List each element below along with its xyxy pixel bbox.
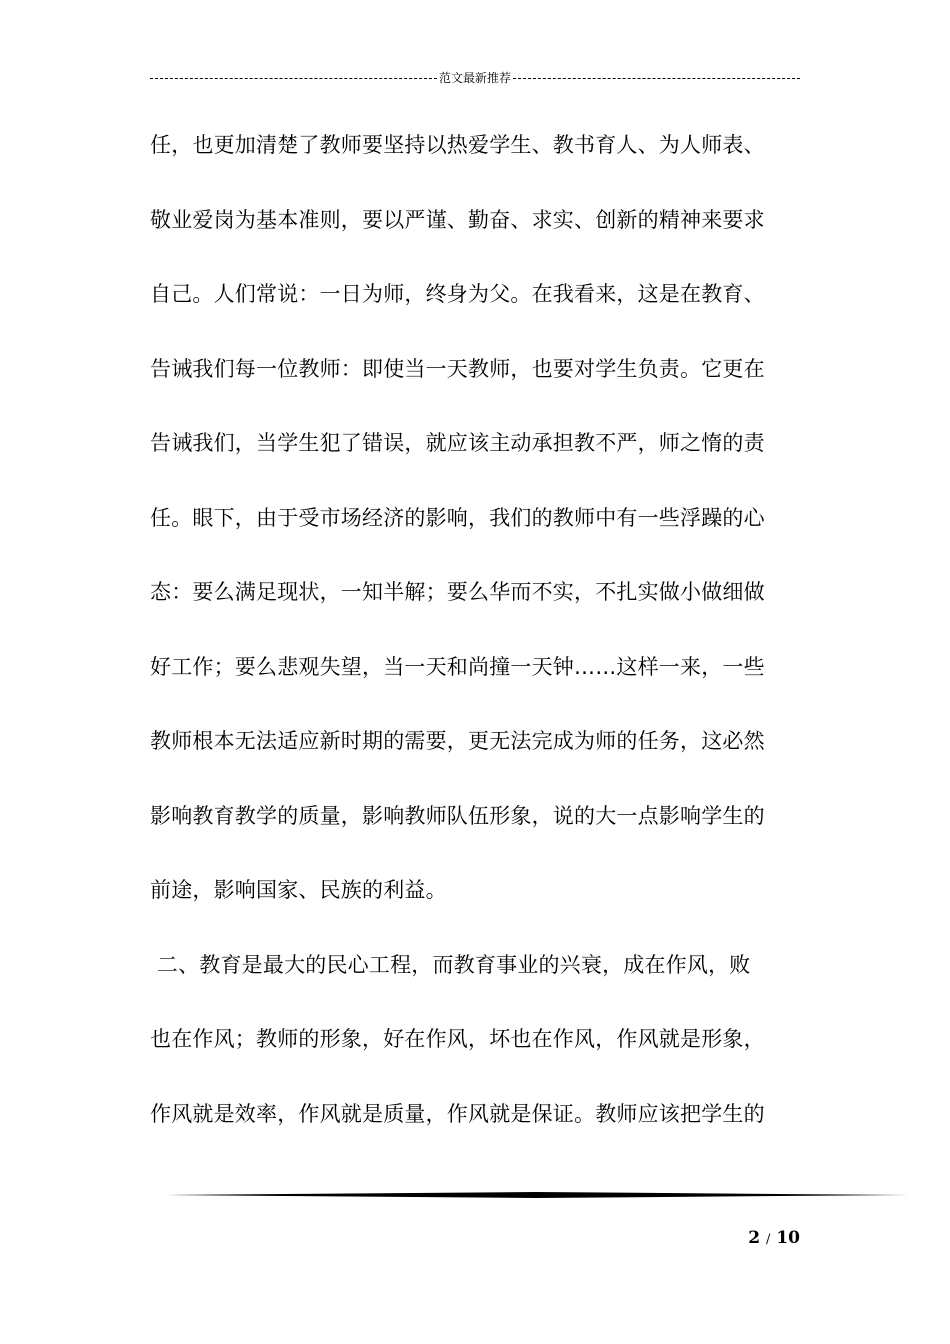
header-dash-left xyxy=(150,78,437,79)
text-line: 前途，影响国家、民族的利益。 xyxy=(150,878,447,902)
text-line: 影响教育教学的质量，影响教师队伍形象，说的大一点影响学生的 xyxy=(150,803,765,828)
page-header xyxy=(150,68,800,88)
page-total: 10 xyxy=(776,1228,800,1248)
text-line: 二、教育是最大的民心工程，而教育事业的兴衰，成在作风，败 xyxy=(150,952,751,977)
text-line: 敬业爱岗为基本准则，要以严谨、勤奋、求实、创新的精神来要求 xyxy=(150,207,765,232)
text-line: 告诫我们每一位教师：即使当一天教师，也要对学生负责。它更在 xyxy=(150,356,765,381)
text-line: 也在作风；教师的形象，好在作风，坏也在作风，作风就是形象， xyxy=(150,1027,765,1051)
text-line: 教师根本无法适应新时期的需要，更无法完成为师的任务，这必然 xyxy=(150,729,765,753)
page-current: 2 xyxy=(748,1228,761,1248)
text-line: 自己。人们常说：一日为师，终身为父。在我看来，这是在教育、 xyxy=(150,282,765,306)
text-line: 好工作；要么悲观失望，当一天和尚撞一天钟……这样一来，一些 xyxy=(150,654,765,679)
header-dash-right xyxy=(513,78,800,79)
text-line: 任。眼下，由于受市场经济的影响，我们的教师中有一些浮躁的心 xyxy=(150,505,765,530)
footer-divider xyxy=(165,1190,910,1200)
page-number xyxy=(740,1226,800,1252)
text-line: 告诫我们，当学生犯了错误，就应该主动承担教不严，师之惰的责 xyxy=(150,431,765,455)
text-line: 作风就是效率，作风就是质量，作风就是保证。教师应该把学生的 xyxy=(150,1101,765,1126)
document-body xyxy=(150,108,806,1151)
text-line: 任，也更加清楚了教师要坚持以热爱学生、教书育人、为人师表、 xyxy=(150,133,765,157)
header-title: 范文最新推荐 xyxy=(439,71,512,85)
page-separator: / xyxy=(766,1232,771,1247)
text-line: 态：要么满足现状，一知半解；要么华而不实，不扎实做小做细做 xyxy=(150,580,765,604)
